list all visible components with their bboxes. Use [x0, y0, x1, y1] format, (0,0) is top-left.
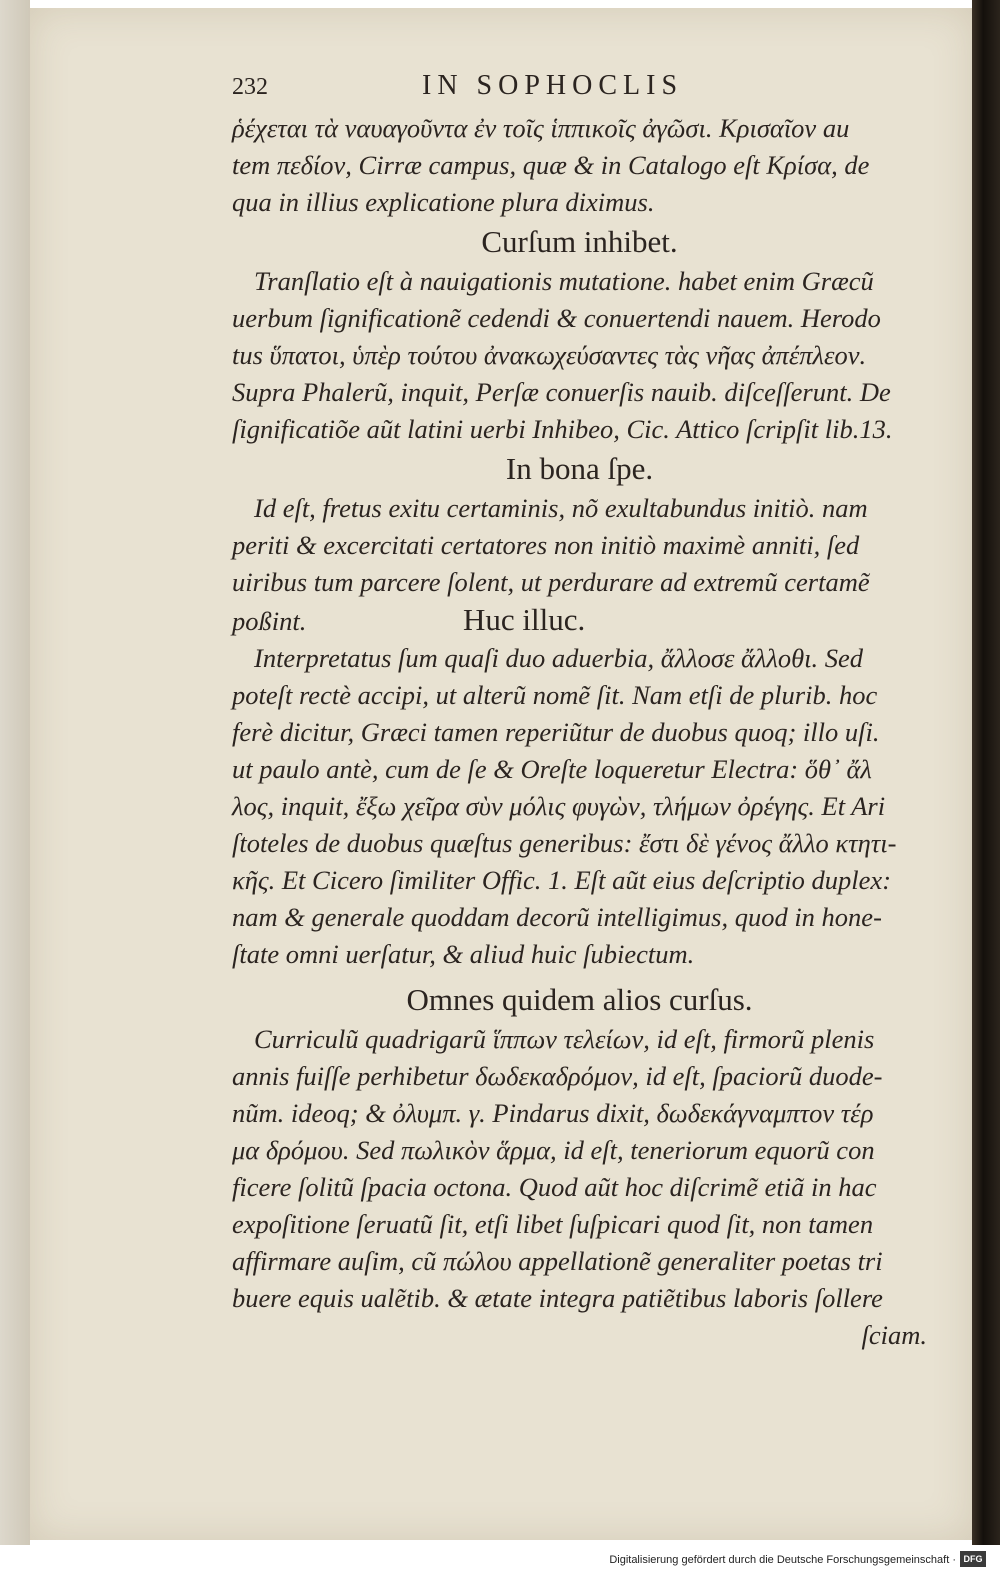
paragraph-5 [232, 1021, 927, 1354]
text-line: qua in illius explicatione plura diximus. [232, 187, 655, 217]
book-spine [972, 0, 1000, 1545]
text-line: expoſitione ſeruatũ ſit, etſi libet ſuſpicari quod ſit, non tamen [232, 1209, 874, 1239]
digitization-footer [0, 1545, 1000, 1582]
text-line: ſignificatiõe aũt latini uerbi Inhibeo, Cic. Attico ſcripſit lib.13. [232, 414, 893, 444]
text-line: periti & excercitati certatores non initiò maximè anniti, ſed [232, 530, 860, 560]
text-line: ῥέχεται τὰ ναυαγοῦντα ἐν τοῖς ἱππικοῖς ἀγῶσι. Κρισαῖον au [232, 113, 850, 143]
text-line: ſtate omni uerſatur, & aliud huic ſubiectum. [232, 939, 695, 969]
section-heading-huc-illuc: Huc illuc. [462, 602, 586, 637]
paragraph-3 [232, 490, 927, 640]
paragraph-4 [232, 640, 927, 973]
page-number: 232 [232, 74, 268, 100]
text-line: buere equis ualẽtib. & ætate integra patiẽtibus laboris ſollere [232, 1283, 883, 1313]
paragraph-1 [232, 110, 927, 221]
text-line: μα δρόμου. Sed πωλικὸν ἅρμα, id eſt, teneriorum equorũ con [232, 1135, 875, 1165]
text-line: tem πεδίον, Cirræ campus, quæ & in Catalogo eſt Κρίσα, de [232, 150, 870, 180]
running-head [232, 70, 927, 110]
text-line: Id eſt, fretus exitu certaminis, nõ exultabundus initiò. nam [254, 493, 868, 523]
text-line: Supra Phalerũ, inquit, Perſæ conuerſis nauib. diſceſſerunt. De [232, 377, 891, 407]
text-line: tus ὕπατοι, ὑπὲρ τούτου ἀνακωχεύσαντες τὰς νῆας ἀπέπλεον. [232, 340, 867, 370]
footer-credit: Digitalisierung gefördert durch die Deutsche Forschungsgemeinschaft · [609, 1554, 956, 1566]
section-heading-in-bona-spe: In bona ſpe. [505, 451, 654, 486]
running-title: IN SOPHOCLIS [422, 70, 684, 101]
section-heading-omnes: Omnes quidem alios curſus. [406, 982, 753, 1017]
page-text [232, 70, 927, 1354]
text-line: ſciam. [861, 1320, 927, 1350]
text-line: ficere ſolitũ ſpacia octona. Quod aũt hoc diſcrimẽ etiã in hac [232, 1172, 877, 1202]
text-line: uerbum ſignificationẽ cedendi & conuertendi nauem. Herodo [232, 303, 881, 333]
text-line: nũm. ideoq; & ὀλυμπ. γ. Pindarus dixit, δωδεκάγναμπτον τέρ [232, 1098, 874, 1128]
text-line: Interpretatus ſum quaſi duo aduerbia, ἄλλοσε ἄλλοθι. Sed [254, 643, 864, 673]
scan-left-margin [0, 0, 30, 1545]
text-line: nam & generale quoddam decorũ intelligimus, quod in hone- [232, 902, 882, 932]
paragraph-2 [232, 263, 927, 448]
text-line-with-heading [232, 601, 927, 640]
dfg-logo: DFG [960, 1551, 986, 1567]
text-line: poteſt rectè accipi, ut alterũ nomẽ ſit. Nam etſi de plurib. hoc [232, 680, 878, 710]
text-line: ut paulo antè, cum de ſe & Oreſte loqueretur Electra: ὅθ᾽ ἄλ [232, 754, 872, 784]
text-line: Tranſlatio eſt à nauigationis mutatione. habet enim Græcũ [254, 266, 874, 296]
text-line: annis fuiſſe perhibetur δωδεκαδρόμον, id eſt, ſpaciorũ duode- [232, 1061, 883, 1091]
text-line: ferè dicitur, Græci tamen reperiũtur de duobus quoq; illo uſi. [232, 717, 880, 747]
text-line: κῆς. Et Cicero ſimiliter Offic. 1. Eſt aũt eius deſcriptio duplex: [232, 865, 892, 895]
text-line: λος, inquit, ἔξω χεῖρα σὺν μόλις φυγὼν, τλήμων ὀρέγης. Et Ari [232, 791, 886, 821]
text-line: ſtoteles de duobus quæſtus generibus: ἔστι δὲ γένος ἄλλο κτητι- [232, 828, 897, 858]
text-fragment: poßint. [232, 606, 307, 636]
text-line: uiribus tum parcere ſolent, ut perdurare ad extremũ certamẽ [232, 567, 870, 597]
text-line: affirmare auſim, cũ πώλου appellationẽ generaliter poetas tri [232, 1246, 883, 1276]
text-line: Curriculũ quadrigarũ ἵππων τελείων, id eſt, firmorũ plenis [254, 1024, 875, 1054]
section-heading-cursum: Curſum inhibet. [481, 224, 678, 259]
